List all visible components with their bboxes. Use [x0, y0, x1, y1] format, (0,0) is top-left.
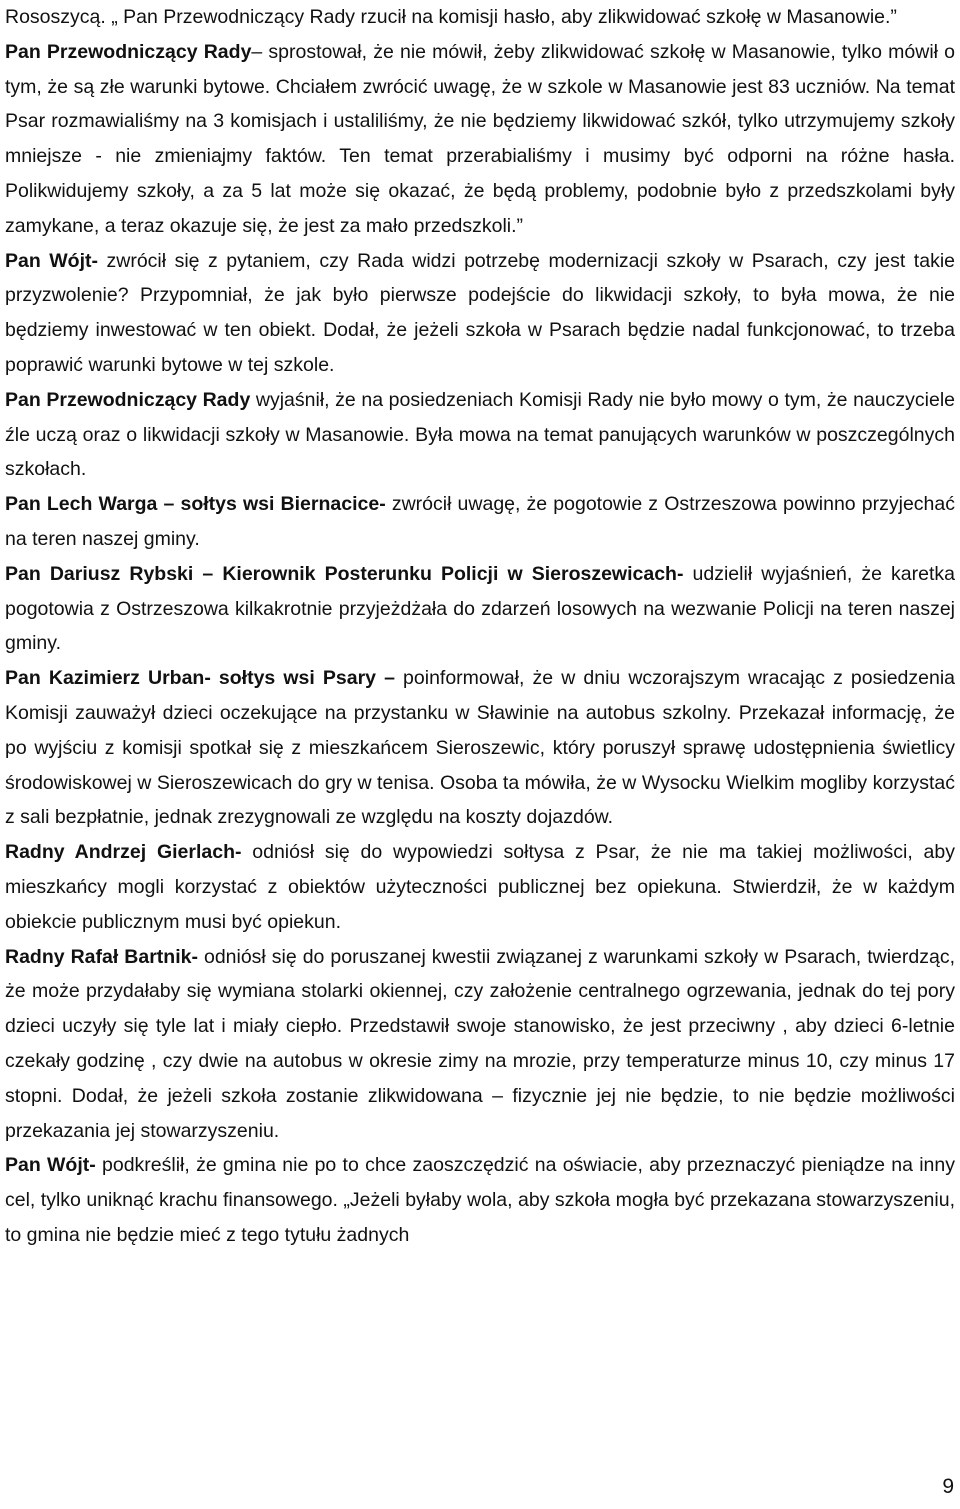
paragraph-text: podkreślił, że gmina nie po to chce zaoszczędzić na oświacie, aby przeznaczyć pieniądze na inny cel, tylko uniknąć krachu finansowego. „Jeżeli byłaby wola, aby szkoła mogła być przekazana stowarzyszeniu, to gmina nie będzie mieć z tego tytułu żadnych	[5, 1154, 955, 1246]
paragraph-text: Rososzycą. „ Pan Przewodniczący Rady rzucił na komisji hasło, aby zlikwidować szkołę w Masanowie.”	[5, 6, 897, 28]
paragraph-text: zwrócił się z pytaniem, czy Rada widzi potrzebę modernizacji szkoły w Psarach, czy jest takie przyzwolenie? Przypomniał, że jak było pierwsze podejście do likwidacji szkoły, to była mowa, że nie będziemy inwestować w ten obiekt. Dodał, że jeżeli szkoła w Psarach będzie nadal funkcjonować, to trzeba poprawić warunki bytowe w tej szkole.	[5, 249, 955, 376]
speaker-name: Pan Przewodniczący Rady	[5, 388, 251, 411]
paragraph-text: odniósł się do wypowiedzi sołtysa z Psar, że nie ma takiej możliwości, aby mieszkańcy mogli korzystać z obiektów użyteczności publicznej bez opiekuna. Stwierdził, że w każdym obiekcie publicznym musi być opiekun.	[5, 841, 956, 933]
speaker-name: Pan Przewodniczący Rady	[5, 40, 252, 63]
paragraph-text: odniósł się do poruszanej kwestii związanej z warunkami szkoły w Psarach, twierdząc, że może przydałaby się wymiana stolarki okiennej, czy założenie centralnego ogrzewania, jednak do tej pory dzieci uczyły się tyle lat i miały ciepło. Przedstawił swoje stanowisko, że jest przeciwny , aby dzieci 6-letnie czekały godzinę , czy dwie na autobus w okresie zimy na mrozie, przy temperaturze minus 10, czy minus 17 stopni. Dodał, że jeżeli szkoła zostanie zlikwidowana – fizycznie jej nie będzie, to nie będzie możliwości przekazania jej stowarzyszeniu.	[5, 945, 955, 1142]
speaker-name: Pan Dariusz Rybski – Kierownik Posterunku Policji w Sieroszewicach-	[5, 562, 684, 585]
paragraph-9	[5, 940, 955, 1149]
speaker-name: Radny Rafał Bartnik-	[5, 945, 198, 968]
paragraph-text: wyjaśnił, że na posiedzeniach Komisji Rady nie było mowy o tym, że nauczyciele źle uczą oraz o likwidacji szkoły w Masanowie. Była mowa na temat panujących warunków w poszczególnych szkołach.	[5, 388, 955, 481]
speaker-name: Radny Andrzej Gierlach-	[5, 841, 242, 864]
paragraph-text: – sprostował, że nie mówił, żeby zlikwidować szkołę w Masanowie, tylko mówił o tym, że są złe warunki bytowe. Chciałem zwrócić uwagę, że w szkole w Masanowie jest 83 uczniów. Na temat Psar rozmawialiśmy na 3 komisjach i ustaliliśmy, że nie będziemy likwidować szkół, tylko utrzymujemy szkoły mniejsze - nie zmieniajmy faktów. Ten temat przerabialiśmy i musimy być odporni na różne hasła. Polikwidujemy szkoły, a za 5 lat może się okazać, że będą problemy, podobnie było z przedszkolami były zamykane, a teraz okazuje się, że jest za mało przedszkoli.”	[5, 40, 956, 237]
speaker-name: Pan Wójt-	[5, 1154, 96, 1177]
paragraph-4	[5, 383, 955, 487]
paragraph-1	[5, 0, 955, 35]
paragraph-6	[5, 557, 955, 661]
paragraph-5	[5, 487, 955, 557]
paragraph-7	[5, 661, 955, 835]
paragraph-8	[5, 835, 955, 939]
document-page	[5, 0, 955, 1253]
paragraph-text: udzielił wyjaśnień, że karetka pogotowia z Ostrzeszowa kilkakrotnie przyjeżdżała do zdarzeń losowych na wezwanie Policji na teren naszej gminy.	[5, 562, 955, 655]
speaker-name: Pan Kazimierz Urban- sołtys wsi Psary –	[5, 667, 395, 690]
paragraph-2	[5, 35, 955, 244]
page-number: 9	[942, 1475, 954, 1498]
paragraph-3	[5, 244, 955, 383]
paragraph-text: zwrócił uwagę, że pogotowie z Ostrzeszowa powinno przyjechać na teren naszej gminy.	[5, 493, 955, 550]
speaker-name: Pan Lech Warga – sołtys wsi Biernacice-	[5, 493, 386, 516]
speaker-name: Pan Wójt-	[5, 249, 98, 272]
paragraph-text: poinformował, że w dniu wczorajszym wracając z posiedzenia Komisji zauważył dzieci oczekujące na przystanku w Sławinie na autobus szkolny. Przekazał informację, że po wyjściu z komisji spotkał się z mieszkańcem Sieroszewic, który poruszył sprawę udostępnienia świetlicy środowiskowej w Sieroszewicach do gry w tenisa. Osoba ta mówiła, że w Wysocku Wielkim mogliby korzystać z sali bezpłatnie, jednak zrezygnowali ze względu na koszty dojazdów.	[5, 667, 955, 829]
paragraph-10	[5, 1148, 955, 1252]
